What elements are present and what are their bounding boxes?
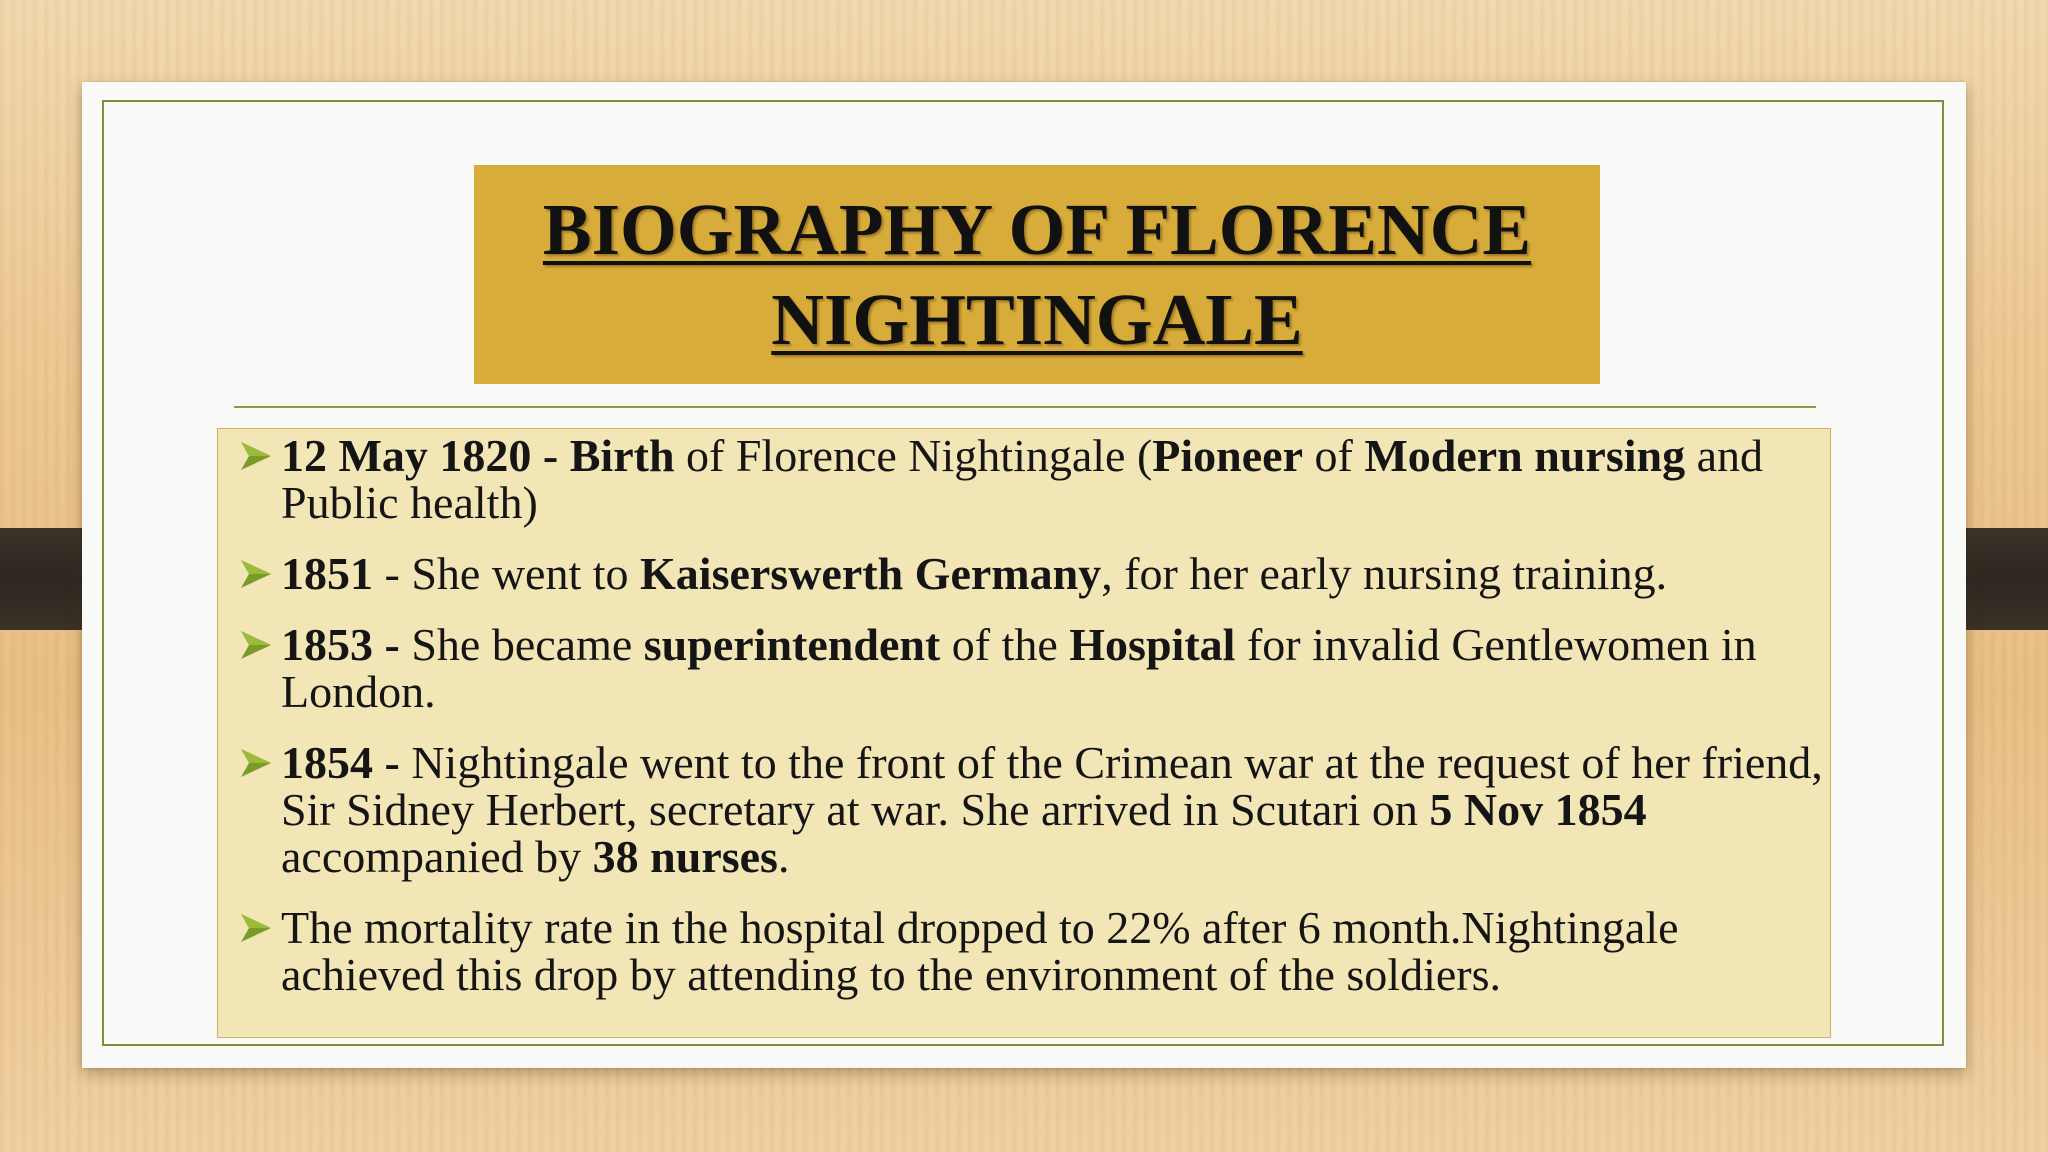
bullet-bold-text: superintendent <box>643 619 941 670</box>
bullet-text: of Florence Nightingale ( <box>674 430 1153 481</box>
bullet-bold-text: Kaiserswerth Germany <box>640 548 1102 599</box>
bullet-bold-text: Pioneer <box>1152 430 1303 481</box>
bullet-text: , for her early nursing training. <box>1101 548 1668 599</box>
title-line-1: BIOGRAPHY OF FLORENCE <box>542 188 1532 270</box>
bullet-text: Nightingale went to the front of the Crimean war at the request of her friend, Sir Sidney Herbert, secretary at war. She arrived in Scutari on <box>281 737 1823 835</box>
bullet-bold-text: 5 Nov 1854 <box>1429 784 1647 835</box>
bullet-text: accompanied by <box>281 831 593 882</box>
bullet-bold-text: 12 May 1820 - <box>281 430 570 481</box>
arrow-bullet-icon <box>238 745 274 781</box>
title-line-2: NIGHTINGALE <box>771 278 1303 360</box>
bullet-item <box>238 621 1823 715</box>
bullet-bold-text: Hospital <box>1069 619 1236 670</box>
bullet-text: and Public health) <box>281 430 1764 528</box>
bullet-text: She became <box>411 619 644 670</box>
arrow-bullet-icon <box>238 556 274 592</box>
bullet-bold-text: 1854 - <box>281 737 412 788</box>
bullet-item <box>238 550 1823 597</box>
bullet-text: for invalid Gentlewomen in London. <box>281 619 1757 717</box>
bullet-item <box>238 904 1823 998</box>
bullet-list <box>238 432 1823 1022</box>
bullet-text: - She went to <box>373 548 641 599</box>
bullet-item <box>238 739 1823 880</box>
bullet-text: . <box>777 831 790 882</box>
bullet-bold-text: 38 nurses <box>592 831 778 882</box>
bullet-text: of the <box>940 619 1070 670</box>
bullet-text: The mortality rate in the hospital dropped to 22% after 6 month.Nightingale achieved this drop by attending to the environment of the soldiers. <box>281 902 1679 1000</box>
arrow-bullet-icon <box>238 910 274 946</box>
bullet-text: of <box>1303 430 1365 481</box>
arrow-bullet-icon <box>238 627 274 663</box>
content-box <box>217 428 1831 1038</box>
bullet-item <box>238 432 1823 526</box>
bullet-bold-text: Birth <box>569 430 675 481</box>
slide-title <box>543 185 1531 365</box>
bullet-bold-text: 1851 <box>281 548 373 599</box>
title-divider <box>234 406 1816 408</box>
bullet-bold-text: Modern nursing <box>1364 430 1686 481</box>
title-banner <box>474 165 1600 384</box>
bullet-bold-text: 1853 - <box>281 619 412 670</box>
arrow-bullet-icon <box>238 438 274 474</box>
